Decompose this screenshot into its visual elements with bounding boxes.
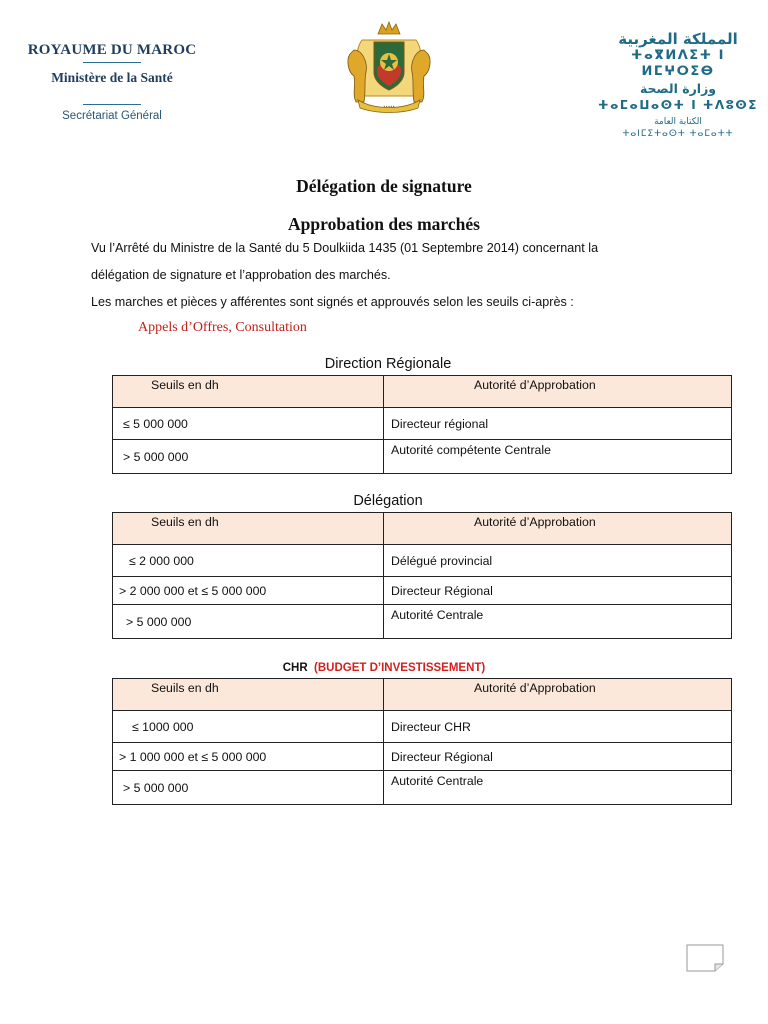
- authority-value: Délégué provincial: [391, 553, 493, 568]
- page-icon: [686, 944, 724, 972]
- threshold-value: > 5 000 000: [126, 614, 192, 629]
- table-row: [113, 771, 732, 805]
- table-row: [113, 577, 732, 605]
- kingdom-name: ROYAUME DU MAROC: [27, 42, 197, 58]
- threshold-value: ≤ 5 000 000: [123, 416, 188, 431]
- header-left-block: [16, 42, 208, 122]
- document-subtitle: Approbation des marchés: [288, 214, 480, 234]
- threshold-value: > 5 000 000: [123, 780, 189, 795]
- svg-text:•••••: •••••: [383, 104, 395, 109]
- tifinagh-kingdom: ⵜⴰⴳⵍⴷⵉⵜ ⵏ ⵍⵎⵖⵔⵉⴱ: [631, 48, 725, 79]
- tifinagh-secretariat: ⵜⴰⵏⵎⵉⵜⴰⵙⵜ ⵜⴰⵎⴰⵜⵜ: [622, 129, 734, 139]
- intro-line: Les marches et pièces y afférentes sont signés et approuvés selon les seuils ci-après :: [91, 295, 574, 309]
- column-header: Seuils en dh: [113, 376, 384, 408]
- threshold-value: > 1 000 000 et ≤ 5 000 000: [119, 749, 267, 764]
- column-header: Seuils en dh: [113, 679, 384, 711]
- intro-line: délégation de signature et l’approbation des marchés.: [91, 268, 391, 282]
- table-row: [113, 605, 732, 639]
- table-row: [113, 545, 732, 577]
- intro-line: Vu l’Arrêté du Ministre de la Santé du 5 Doulkiida 1435 (01 Septembre 2014) concernant la: [91, 241, 599, 255]
- authority-value: Directeur Régional: [391, 749, 493, 764]
- tifinagh-ministry: ⵜⴰⵎⴰⵡⴰⵙⵜ ⵏ ⵜⴷⵓⵙⵉ: [598, 98, 758, 112]
- divider: [83, 104, 141, 105]
- ministry-name: Ministère de la Santé: [51, 70, 173, 85]
- header-right-block: [592, 30, 764, 140]
- threshold-value: ≤ 2 000 000: [129, 553, 194, 568]
- threshold-table: [112, 512, 732, 639]
- arabic-secretariat: الكتابة العامة: [654, 117, 702, 127]
- authority-value: Autorité Centrale: [391, 608, 484, 622]
- arabic-kingdom: المملكة المغربية: [618, 30, 738, 48]
- document-title: Délégation de signature: [296, 176, 472, 196]
- arabic-ministry: وزارة الصحة: [639, 81, 717, 96]
- threshold-value: > 5 000 000: [123, 449, 189, 464]
- authority-value: Directeur CHR: [391, 719, 471, 734]
- table-row: [113, 743, 732, 771]
- column-header: Autorité d’Approbation: [384, 679, 732, 711]
- threshold-value: ≤ 1000 000: [132, 719, 194, 734]
- authority-value: Autorité compétente Centrale: [391, 443, 551, 457]
- table-row: [113, 408, 732, 440]
- secretariat-name: Secrétariat Général: [62, 110, 162, 122]
- column-header: Seuils en dh: [113, 513, 384, 545]
- threshold-table: [112, 678, 732, 805]
- threshold-table: [112, 375, 732, 474]
- coat-of-arms-icon: [344, 20, 434, 114]
- table-row: [113, 440, 732, 474]
- table-row: [113, 711, 732, 743]
- divider: [83, 62, 141, 63]
- section-heading: Délégation: [353, 493, 423, 509]
- column-header: Autorité d’Approbation: [384, 513, 732, 545]
- authority-value: Autorité Centrale: [391, 774, 484, 788]
- scope-label: Appels d’Offres, Consultation: [138, 320, 307, 335]
- column-header: Autorité d’Approbation: [384, 376, 732, 408]
- section-heading: Direction Régionale: [324, 356, 452, 372]
- authority-value: Directeur Régional: [391, 583, 493, 598]
- authority-value: Directeur régional: [391, 416, 489, 431]
- threshold-value: > 2 000 000 et ≤ 5 000 000: [119, 583, 267, 598]
- section-heading: CHR (BUDGET D’INVESTISSEMENT): [282, 662, 486, 674]
